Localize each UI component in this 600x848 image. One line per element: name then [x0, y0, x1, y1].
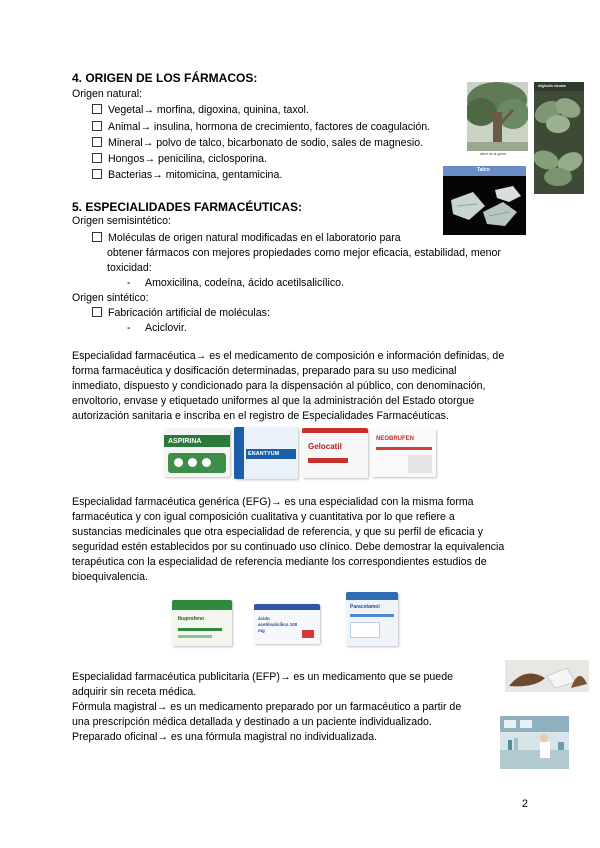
talco-caption: Talco: [477, 167, 490, 173]
checkbox-icon: [92, 307, 102, 317]
digitalis-image: [534, 82, 584, 194]
especialidad-line: inmediato, dispuesto y condicionado para la dispensación al público, con denominación,: [72, 380, 486, 392]
sub-list-item: - Amoxicilina, codeína, ácido acetilsalicílico.: [127, 277, 345, 289]
brand-packs-image: [160, 425, 440, 483]
especialidad-line: autorización sanitaria e inscriba en el registro de Especialidades Farmacéuticas.: [72, 410, 449, 422]
formula-line: Fórmula magistral→ es un medicamento preparado por un farmacéutico a partir de: [72, 701, 462, 713]
checkbox-icon: [92, 169, 102, 179]
list-item: Hongos→ penicilina, ciclosporina.: [92, 153, 267, 167]
laboratory-image: [500, 716, 569, 769]
list-item: Moléculas de origen natural modificadas en el laboratorio para: [92, 232, 401, 246]
generic-packs-image: [168, 590, 408, 650]
sub-list-item: - Aciclovir.: [127, 322, 187, 334]
origen-semisintetico-label: Origen semisintético:: [72, 215, 171, 227]
efg-line: sustancias medicinales que otra especialidad de referencia, y que su perfil de eficacia y: [72, 526, 484, 538]
checkbox-icon: [92, 153, 102, 163]
efp-product-image: [505, 660, 589, 692]
especialidad-line: forma farmacéutica y dosificación determinadas, preparado para su uso medicinal: [72, 365, 457, 377]
efg-line: bioequivalencia.: [72, 571, 148, 583]
digitalis-caption: digitalis lanata: [538, 83, 566, 88]
efp-line: Especialidad farmacéutica publicitaria (EFP)→ es un medicamento que se puede: [72, 671, 453, 683]
list-item: Mineral→ polvo de talco, bicarbonato de sodio, sales de magnesio.: [92, 137, 423, 151]
checkbox-icon: [92, 137, 102, 147]
talco-image: [443, 166, 526, 235]
section-4-title: 4. ORIGEN DE LOS FÁRMACOS:: [72, 71, 258, 85]
list-item: Vegetal→ morfina, digoxina, quinina, taxol.: [92, 104, 309, 118]
especialidad-line: envoltorio, envase y etiquetado uniformes al que la administración del Estado otorgue: [72, 395, 475, 407]
ibuprofeno-pack: Ibuprofeno: [172, 600, 232, 646]
quina-tree-image: [467, 82, 528, 151]
efg-line: terapéutica con la especialidad de referencia mediante los correspondientes estudios de: [72, 556, 487, 568]
page-number: 2: [521, 798, 528, 810]
efg-line: farmacéutica y con igual composición cualitativa y cuantitativa por lo que refiere a: [72, 511, 455, 523]
paracetamol-pack: Paracetamol: [346, 592, 398, 646]
enantyum-pack: ENANTYUM: [234, 427, 298, 479]
list-item: Bacterias→ mitomicina, gentamicina.: [92, 169, 282, 183]
list-item: Animal→ insulina, hormona de crecimiento, factores de coagulación.: [92, 121, 430, 135]
aspirina-pack: ASPIRINA: [164, 429, 230, 477]
formula-line: una prescripción médica detallada y destinado a un paciente individualizado.: [72, 716, 432, 728]
list-item-continuation: obtener fármacos con mejores propiedades como mejor eficacia, estabilidad, menor: [107, 247, 501, 259]
neobrufen-pack: NEOBRUFEN: [372, 429, 436, 477]
origen-sintetico-label: Origen sintético:: [72, 292, 149, 304]
section-5-title: 5. ESPECIALIDADES FARMACÉUTICAS:: [72, 200, 303, 214]
gelocatil-pack: Gelocatil: [302, 428, 368, 478]
preparado-line: Preparado oficinal→ es una fórmula magistral no individualizada.: [72, 731, 378, 743]
acido-acetilsalicilico-pack: ácido acetilsalicílico 100 mg: [254, 604, 320, 644]
list-item: Fabricación artificial de moléculas:: [92, 307, 270, 321]
checkbox-icon: [92, 232, 102, 242]
tree-caption: árbol de la quina: [480, 152, 506, 156]
efg-line: seguridad estén establecidos por su continuado uso clínico. Debe demostrar la equivalencia: [72, 541, 505, 553]
especialidad-line: Especialidad farmacéutica→ es el medicamento de composición e información definidas, de: [72, 350, 505, 362]
list-item-continuation: toxicidad:: [107, 262, 152, 274]
efp-line: adquirir sin receta médica.: [72, 686, 197, 698]
efg-line: Especialidad farmacéutica genérica (EFG)→ es una especialidad con la misma forma: [72, 496, 474, 508]
origen-natural-label: Origen natural:: [72, 88, 143, 100]
checkbox-icon: [92, 104, 102, 114]
checkbox-icon: [92, 121, 102, 131]
